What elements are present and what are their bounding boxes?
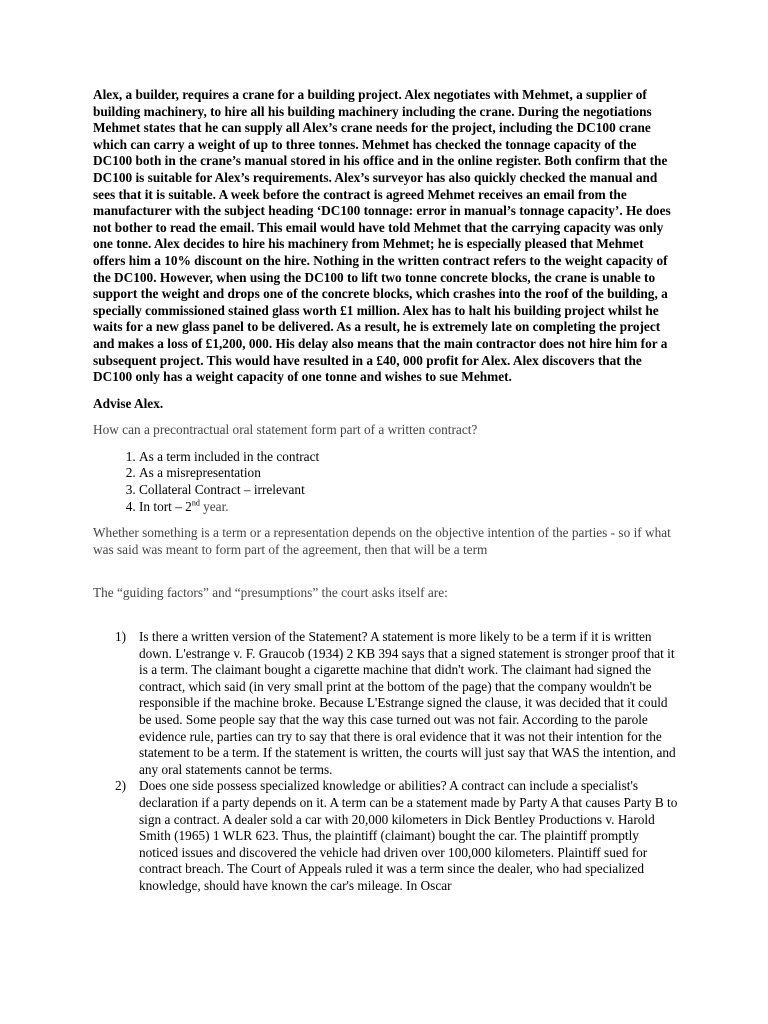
intention-paragraph: Whether something is a term or a representation depends on the objective intention of the parties - so if what was said was meant to form part of the agreement, then that will be a term xyxy=(93,525,671,557)
way4-text: In tort – 2 xyxy=(139,498,192,514)
factor-text: Is there a written version of the Statement? A statement is more likely to be a term if it is written down. L'estrange v. F. Graucob (1934) 2 KB 394 says that a signed statement is stronger proof that it is a term. The claimant bought a cigarette machine that didn't work. The claimant had signed the contract, which said (in very small print at the bottom of the page) that the company wouldn't be responsible if the machine broke. Because L'Estrange signed the clause, it was decided that it could be used. Some people say that the way this case turned out was not fair. According to the parole evidence rule, parties can try to say that there is oral evidence that it was not their intention for the statement to be a term. If the statement is written, the courts will just say that WAS the intention, and any oral statements cannot be terms. xyxy=(139,629,676,777)
scenario-paragraph: Alex, a builder, requires a crane for a building project. Alex negotiates with Mehmet, a supplier of building machinery, to hire all his building machinery including the crane. During the negotiations Mehmet states that he can supply all Alex’s crane needs for the project, including the DC100 crane which can carry a weight of up to three tonnes. Mehmet has checked the tonnage capacity of the DC100 both in the crane’s manual stored in his office and in the online register. Both confirm that the DC100 is suitable for Alex’s requirements. Alex’s surveyor has also quickly checked the manual and sees that it is suitable. A week before the contract is agreed Mehmet receives an email from the manufacturer with the subject heading ‘DC100 tonnage: error in manual’s tonnage capacity’. He does not bother to read the email. This email would have told Mehmet that the carrying capacity was only one tonne. Alex decides to hire his machinery from Mehmet; he is especially pleased that Mehmet offers him a 10% discount on the hire. Nothing in the written contract refers to the weight capacity of the DC100. However, when using the DC100 to lift two tonne concrete blocks, the crane is unable to support the weight and drops one of the concrete blocks, which crashes into the roof of the building, a specially commissioned stained glass worth £1 million. Alex has to halt his building project whilst he waits for a new glass panel to be delivered. As a result, he is extremely late on completing the project and makes a loss of £1,200, 000. His delay also means that the main contractor does not hire him for a subsequent project. This would have resulted in a £40, 000 profit for Alex. Alex discovers that the DC100 only has a weight capacity of one tonne and wishes to sue Mehmet. xyxy=(93,87,671,385)
list-item: 3. Collateral Contract – irrelevant xyxy=(139,482,678,499)
document-body xyxy=(93,87,678,895)
question-paragraph: How can a precontractual oral statement form part of a written contract? xyxy=(93,422,478,438)
factor-text: Does one side possess specialized knowledge or abilities? A contract can include a specialist's declaration if a party depends on it. A term can be a statement made by Party A that causes Party B to sign a contract. A dealer sold a car with 20,000 kilometers in Dick Bentley Productions v. Harold Smith (1965) 1 WLR 623. Thus, the plaintiff (claimant) bought the car. The plaintiff promptly noticed issues and discovered the vehicle had driven over 100,000 kilometers. Plaintiff sued for contract breach. The Court of Appeals ruled it was a term since the dealer, who had specialized knowledge, should have known the car's mileage. In Oscar xyxy=(139,778,678,893)
factor-item xyxy=(93,778,678,894)
factor-number: 1) xyxy=(115,629,127,645)
way4-superscript: nd xyxy=(191,498,200,508)
ways-list xyxy=(93,449,678,515)
advise-heading: Advise Alex. xyxy=(93,395,164,411)
factor-item xyxy=(93,629,678,778)
list-item: 2. As a misrepresentation xyxy=(139,465,678,482)
factor-number: 2) xyxy=(115,778,127,794)
list-item xyxy=(139,499,678,516)
list-item: 1. As a term included in the contract xyxy=(139,449,678,466)
factors-list xyxy=(93,629,678,895)
way4-after: year. xyxy=(199,498,229,514)
guiding-factors-paragraph: The “guiding factors” and “presumptions” the court asks itself are: xyxy=(93,585,448,601)
